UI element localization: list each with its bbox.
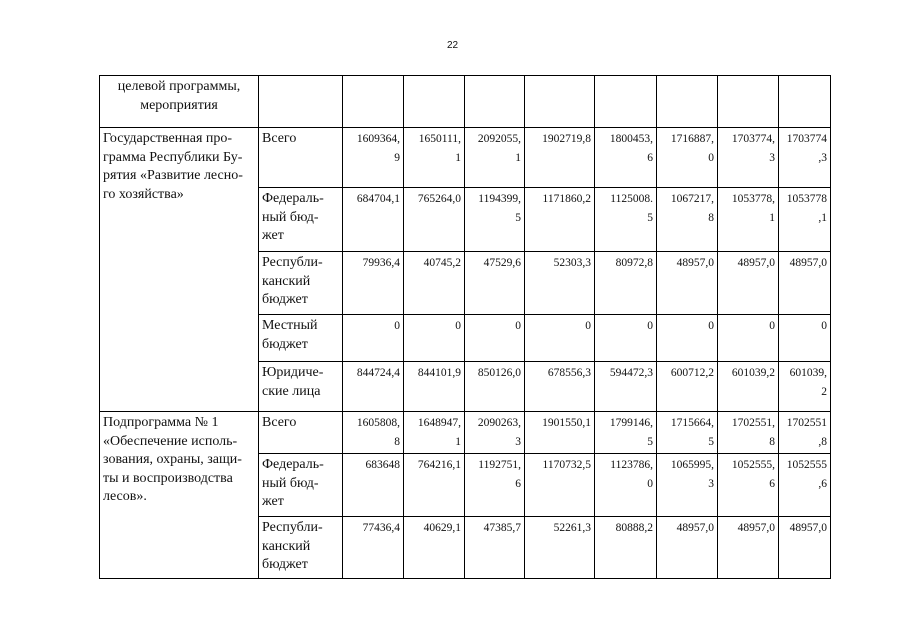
value-cell: [718, 188, 779, 252]
value-cell: [779, 362, 831, 412]
value-cell: [404, 188, 465, 252]
value-text: 5: [647, 435, 653, 448]
value-cell: [718, 315, 779, 362]
value-text: 684704,1: [356, 193, 400, 205]
value-text: 3: [515, 435, 521, 448]
value-cell: [465, 315, 525, 362]
value-cell: [657, 517, 718, 579]
page-number: 22: [446, 40, 459, 51]
value-cell: [525, 188, 595, 252]
value-text: 1702551: [786, 417, 827, 429]
value-text: 1053778: [786, 193, 827, 205]
value-cell: [343, 252, 404, 315]
value-text: 48957,0: [676, 522, 714, 534]
value-cell: [525, 517, 595, 579]
value-text: 3: [769, 151, 775, 164]
value-cell: [595, 412, 657, 454]
value-text: 5: [708, 435, 714, 448]
value-text: 48957,0: [676, 257, 714, 269]
value-cell: [595, 517, 657, 579]
value-text: 683648: [365, 459, 400, 471]
value-text: 1702551,: [731, 417, 775, 429]
value-text: 1052555: [786, 459, 827, 471]
value-text: 1609364,: [356, 133, 400, 145]
value-cell: [525, 315, 595, 362]
value-cell: [595, 315, 657, 362]
value-cell: [343, 315, 404, 362]
text-line: бюджет: [262, 336, 308, 352]
value-text: ,3: [818, 151, 827, 164]
value-text: 48957,0: [789, 257, 827, 269]
value-text: ,6: [818, 477, 827, 490]
value-cell: [657, 412, 718, 454]
value-cell: [343, 188, 404, 252]
value-text: 2092055,: [477, 133, 521, 145]
header-cell-empty: [525, 76, 595, 128]
funding-source-cell: [259, 315, 343, 362]
value-cell: [525, 128, 595, 188]
text-line: Республи-: [262, 255, 323, 270]
value-text: 1703774: [786, 133, 827, 145]
value-text: 1067217,: [670, 193, 714, 205]
text-line: Всего: [262, 131, 297, 146]
value-cell: [595, 252, 657, 315]
table-header-row: [100, 76, 831, 128]
value-text: 0: [394, 320, 400, 332]
value-text: 0: [585, 320, 591, 332]
value-cell: [404, 454, 465, 517]
value-cell: [657, 252, 718, 315]
text-line: жет: [262, 494, 284, 509]
value-cell: [525, 252, 595, 315]
value-text: 1800453,: [609, 133, 653, 145]
value-text: 9: [394, 151, 400, 164]
value-text: 48957,0: [737, 257, 775, 269]
text-line: жет: [262, 228, 284, 243]
value-text: 0: [821, 320, 827, 332]
funding-source-cell: [259, 252, 343, 315]
value-cell: [657, 454, 718, 517]
value-cell: [657, 315, 718, 362]
value-text: 1716887,: [670, 133, 714, 145]
text-line: ный бюд-: [262, 209, 319, 225]
value-cell: [404, 128, 465, 188]
value-text: 1: [515, 151, 521, 164]
value-text: 40745,2: [423, 257, 461, 269]
value-cell: [657, 188, 718, 252]
value-text: 1605808,: [356, 417, 400, 429]
value-cell: [718, 454, 779, 517]
value-cell: [525, 362, 595, 412]
funding-source-cell: [259, 362, 343, 412]
text-line: бюджет: [262, 557, 308, 572]
value-cell: [657, 128, 718, 188]
value-cell: [465, 128, 525, 188]
value-text: ,1: [818, 211, 827, 224]
funding-source-cell: [259, 517, 343, 579]
value-text: 47529,6: [483, 257, 521, 269]
value-cell: [465, 362, 525, 412]
value-cell: [465, 412, 525, 454]
program-name-cell: [100, 412, 259, 579]
value-cell: [718, 517, 779, 579]
value-text: 52303,3: [553, 257, 591, 269]
value-text: 1053778,: [731, 193, 775, 205]
value-text: 5: [647, 211, 653, 224]
header-cell-empty: [657, 76, 718, 128]
funding-source-cell: [259, 128, 343, 188]
value-text: 601039,: [789, 367, 827, 379]
table-row: [100, 412, 831, 454]
value-text: 3: [708, 477, 714, 490]
value-cell: [404, 517, 465, 579]
value-text: 5: [515, 211, 521, 224]
value-text: 844101,9: [417, 367, 461, 379]
value-cell: [343, 517, 404, 579]
value-cell: [779, 315, 831, 362]
text-line: ские лица: [262, 383, 321, 399]
text-line: Республи-: [262, 520, 323, 535]
value-text: 6: [769, 477, 775, 490]
value-cell: [343, 412, 404, 454]
value-cell: [779, 252, 831, 315]
value-text: 0: [515, 320, 521, 332]
text-line: «Обеспечение исполь-: [103, 433, 238, 449]
text-line: ный бюд-: [262, 475, 319, 491]
value-text: 1650111,: [418, 133, 461, 145]
value-text: ,8: [818, 435, 827, 448]
text-line: мероприятия: [140, 97, 218, 113]
value-cell: [404, 252, 465, 315]
header-cell-empty: [343, 76, 404, 128]
header-cell-empty: [465, 76, 525, 128]
value-text: 8: [394, 435, 400, 448]
value-text: 1: [455, 151, 461, 164]
text-line: ты и воспроизводства: [103, 470, 233, 486]
value-text: 600712,2: [670, 367, 714, 379]
value-text: 8: [769, 435, 775, 448]
value-text: 1: [455, 435, 461, 448]
value-cell: [779, 128, 831, 188]
value-text: 48957,0: [737, 522, 775, 534]
text-line: Подпрограмма № 1: [103, 415, 219, 430]
value-text: 0: [708, 151, 714, 164]
value-cell: [465, 252, 525, 315]
value-text: 47385,7: [483, 522, 521, 534]
value-text: 601039,2: [731, 367, 775, 379]
value-text: 48957,0: [789, 522, 827, 534]
value-text: 1715664,: [670, 417, 714, 429]
value-text: 0: [708, 320, 714, 332]
value-cell: [595, 188, 657, 252]
header-cell-empty: [404, 76, 465, 128]
text-line: Местный: [262, 318, 318, 333]
text-line: рятия «Развитие лесно-: [103, 168, 243, 183]
value-text: 6: [647, 151, 653, 164]
value-cell: [465, 454, 525, 517]
value-text: 8: [708, 211, 714, 224]
funding-source-cell: [259, 412, 343, 454]
value-text: 80972,8: [615, 257, 653, 269]
value-text: 1901550,1: [542, 417, 591, 429]
value-cell: [525, 454, 595, 517]
value-cell: [718, 362, 779, 412]
text-line: канский: [262, 273, 311, 289]
text-line: канский: [262, 538, 311, 554]
value-text: 1192751,: [478, 459, 521, 471]
value-cell: [718, 412, 779, 454]
value-text: 678556,3: [547, 367, 591, 379]
funding-source-cell: [259, 188, 343, 252]
value-cell: [343, 128, 404, 188]
text-line: Всего: [262, 415, 297, 430]
text-line: Федераль-: [262, 457, 324, 472]
value-cell: [779, 454, 831, 517]
text-line: лесов».: [103, 489, 147, 504]
value-text: 1: [769, 211, 775, 224]
value-cell: [718, 128, 779, 188]
value-text: 844724,4: [356, 367, 400, 379]
value-text: 6: [515, 477, 521, 490]
header-cell-empty: [595, 76, 657, 128]
value-cell: [343, 454, 404, 517]
text-line: Юридиче-: [262, 365, 324, 380]
value-text: 2090263,: [477, 417, 521, 429]
value-cell: [525, 412, 595, 454]
header-cell-empty: [259, 76, 343, 128]
value-text: 1065995,: [670, 459, 714, 471]
program-name-cell: [100, 128, 259, 412]
value-cell: [404, 315, 465, 362]
table-row: [100, 128, 831, 188]
value-text: 0: [647, 477, 653, 490]
value-cell: [465, 188, 525, 252]
value-text: 1902719,8: [542, 133, 591, 145]
value-text: 764216,1: [417, 459, 461, 471]
text-line: бюджет: [262, 292, 308, 307]
value-cell: [779, 517, 831, 579]
value-text: 79936,4: [362, 257, 400, 269]
value-text: 77436,4: [362, 522, 400, 534]
value-text: 1123786,: [610, 459, 653, 471]
text-line: зования, охраны, защи-: [103, 452, 242, 467]
value-text: 0: [769, 320, 775, 332]
header-cell-empty: [718, 76, 779, 128]
value-text: 2: [821, 385, 827, 398]
value-cell: [718, 252, 779, 315]
header-cell-empty: [779, 76, 831, 128]
value-cell: [595, 128, 657, 188]
budget-table: [99, 75, 831, 579]
value-cell: [595, 362, 657, 412]
value-text: 80888,2: [615, 522, 653, 534]
text-line: целевой программы,: [117, 79, 241, 94]
value-cell: [404, 412, 465, 454]
value-text: 594472,3: [609, 367, 653, 379]
value-text: 1194399,: [478, 193, 521, 205]
value-text: 1171860,2: [542, 193, 591, 205]
text-line: Федераль-: [262, 191, 324, 206]
value-text: 1125008.: [610, 193, 653, 205]
value-text: 1052555,: [731, 459, 775, 471]
value-cell: [343, 362, 404, 412]
value-text: 765264,0: [417, 193, 461, 205]
value-text: 1799146,: [609, 417, 653, 429]
value-text: 52261,3: [553, 522, 591, 534]
text-line: Государственная про-: [103, 131, 233, 146]
value-text: 40629,1: [423, 522, 461, 534]
value-text: 850126,0: [477, 367, 521, 379]
value-cell: [657, 362, 718, 412]
funding-source-cell: [259, 454, 343, 517]
value-text: 0: [647, 320, 653, 332]
value-cell: [595, 454, 657, 517]
value-cell: [465, 517, 525, 579]
header-cell-program: [100, 76, 259, 128]
value-cell: [779, 412, 831, 454]
value-text: 1703774,: [731, 133, 775, 145]
value-text: 1170732,5: [542, 459, 591, 471]
value-cell: [404, 362, 465, 412]
value-text: 0: [455, 320, 461, 332]
text-line: го хозяйства»: [103, 186, 184, 202]
text-line: грамма Республики Бу-: [103, 149, 243, 165]
value-text: 1648947,: [417, 417, 461, 429]
value-cell: [779, 188, 831, 252]
